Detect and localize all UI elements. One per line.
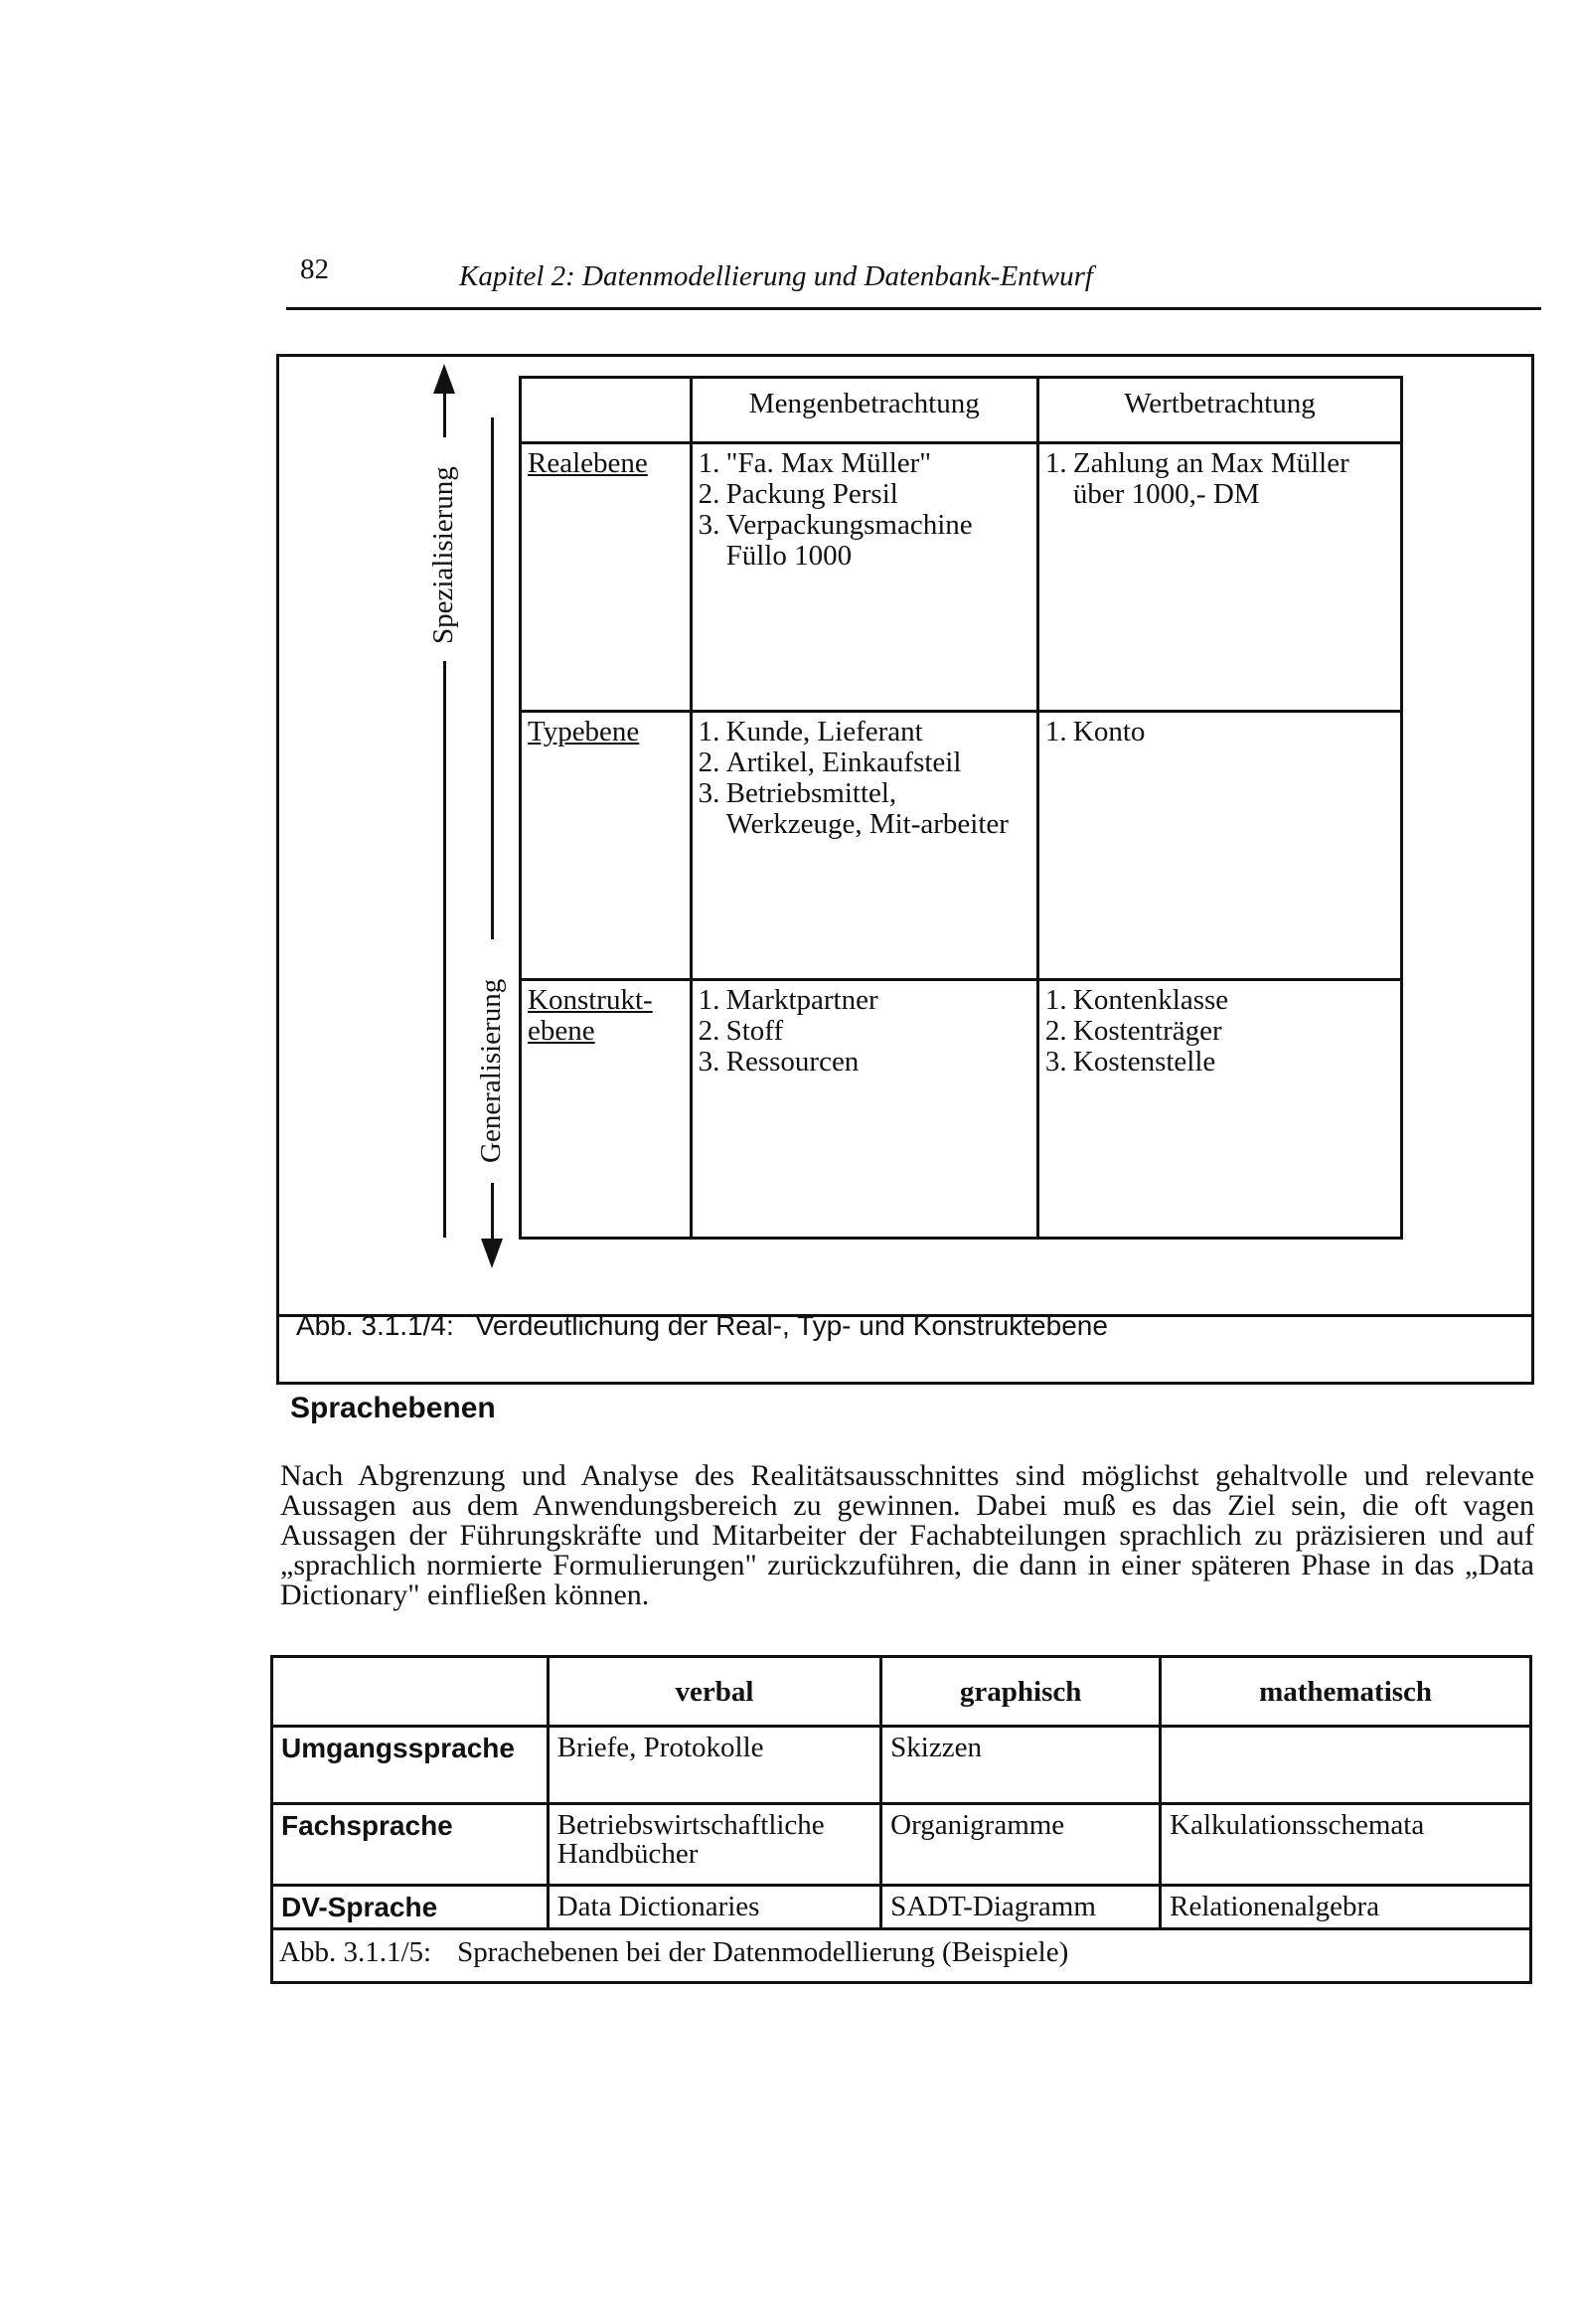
caption-label: Abb. 3.1.1/5: [279,1936,432,1968]
mengen-cell [691,712,1037,980]
body-paragraph: Nach Abgrenzung und Analyse des Realitätsausschnittes sind möglichst gehaltvolle und relevante Aussagen aus dem Anwendungsbereich zu gewinnen. Dabei muß es das Ziel sein, die oft vagen Aussagen der Führungskräfte und Mitarbeiter der Fachabteilungen sprachlich zu präzisieren und auf „sprachlich normierte Formulierungen" zurückzuführen, die dann in einer späteren Phase in das „Data Dictionary" einfließen können. [280,1459,1534,1611]
column-header-graphisch: graphisch [881,1657,1161,1727]
row-label-cell [521,443,692,712]
table-cell: Data Dictionaries [548,1886,880,1929]
row-header: Umgangssprache [272,1727,549,1804]
language-level-table [270,1655,1532,1984]
chapter-title: Kapitel 2: Datenmodellierung und Datenbank-Entwurf [459,260,1093,292]
caption-text: Sprachebenen bei der Datenmodellierung (Beispiele) [457,1936,1069,1968]
level-label: Konstrukt-ebene [528,984,653,1047]
list-item: 3. Kostenstelle [1044,1046,1216,1078]
page-number: 82 [300,253,329,285]
wert-cell [1037,443,1401,712]
table-cell: Skizzen [881,1727,1161,1804]
axis-up-line-bottom [443,661,446,1238]
axis-down-label: Generalisierung [475,978,507,1163]
list-item: 1. Zahlung an Max Müller über 1000,- DM [1044,447,1349,510]
row-header: Fachsprache [272,1804,549,1886]
list-item: 3. Ressourcen [698,1046,860,1078]
level-label: Realebene [528,447,648,479]
column-header-verbal: verbal [548,1657,880,1727]
corner-cell [521,378,692,443]
list-item: 3. Verpackungsmachine Füllo 1000 [698,509,973,572]
wert-cell [1037,980,1401,1239]
list-item: 2. Kostenträger [1044,1015,1222,1047]
column-header-wert: Wertbetrachtung [1037,378,1401,443]
table-cell: Relationenalgebra [1161,1886,1531,1929]
table-cell: SADT-Diagramm [881,1886,1161,1929]
list-item: 3. Betriebsmittel, Werkzeuge, Mit-arbeiter [698,777,1009,840]
list-item: 1. Kunde, Lieferant [698,716,923,747]
arrow-up-icon [433,364,455,394]
level-table [519,376,1403,1240]
figure-1-caption [296,1310,1108,1342]
axis-down-line-bottom [491,1183,494,1239]
table-cell: Briefe, Protokolle [548,1727,880,1804]
arrow-down-icon [481,1239,503,1268]
axis-down-line-top [491,417,494,939]
table-cell [1161,1727,1531,1804]
mengen-cell [691,443,1037,712]
row-label-cell [521,980,692,1239]
wert-cell [1037,712,1401,980]
mengen-cell [691,980,1037,1239]
list-item: 1. Kontenklasse [1044,984,1229,1016]
corner-cell [272,1657,549,1727]
axis-up-line-top [443,392,446,437]
list-item: 1. "Fa. Max Müller" [698,447,932,479]
column-header-mathematisch: mathematisch [1161,1657,1531,1727]
axis-up-label: Spezialisierung [427,466,459,644]
header-rule [286,307,1541,310]
list-item: 2. Packung Persil [698,478,898,510]
figure-2-caption [272,1929,1531,1983]
list-item: 1. Marktpartner [698,984,878,1016]
list-item: 2. Stoff [698,1015,784,1047]
level-label: Typebene [528,716,640,747]
caption-label: Abb. 3.1.1/4: [296,1310,454,1341]
row-label-cell [521,712,692,980]
row-header: DV-Sprache [272,1886,549,1929]
list-item: 2. Artikel, Einkaufsteil [698,747,962,778]
list-item: 1. Konto [1044,716,1146,747]
caption-text: Verdeutlichung der Real-, Typ- und Konstruktebene [475,1310,1108,1341]
table-cell: Betriebswirtschaftliche Handbücher [548,1804,880,1886]
section-heading: Sprachebenen [290,1392,496,1424]
table-cell: Kalkulationsschemata [1161,1804,1531,1886]
column-header-mengen: Mengenbetrachtung [691,378,1037,443]
table-cell: Organigramme [881,1804,1161,1886]
